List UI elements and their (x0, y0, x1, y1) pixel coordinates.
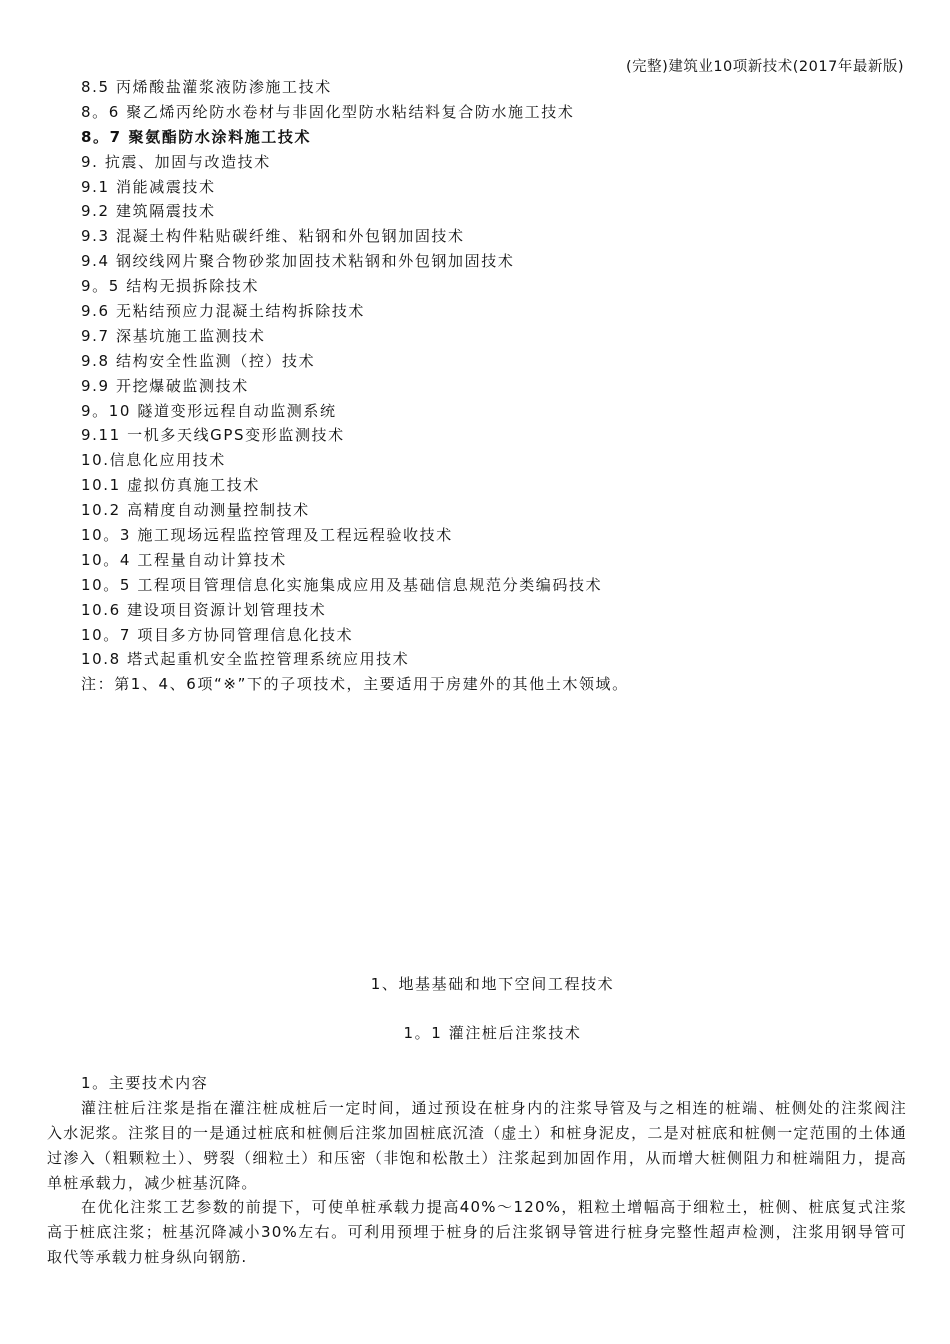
toc-item: 10.1 虚拟仿真施工技术 (81, 476, 260, 495)
toc-item: 8。7 聚氨酯防水涂料施工技术 (81, 127, 312, 146)
toc-item: 9.1 消能减震技术 (81, 177, 216, 196)
toc-item: 10。5 工程项目管理信息化实施集成应用及基础信息规范分类编码技术 (81, 575, 603, 594)
document-header: (完整)建筑业10项新技术(2017年最新版) (626, 59, 904, 75)
toc-item: 9.11 一机多天线GPS变形监测技术 (81, 426, 345, 445)
toc-note: 注：第1、4、6项“※”下的子项技术，主要适用于房建外的其他土木领域。 (81, 675, 629, 694)
toc-item: 9.3 混凝土构件粘贴碳纤维、粘钢和外包钢加固技术 (81, 227, 465, 246)
section-heading: 1、地基基础和地下空间工程技术 (370, 975, 615, 993)
toc-item: 10.2 高精度自动测量控制技术 (81, 501, 310, 520)
toc-item: 8.5 丙烯酸盐灌浆液防渗施工技术 (81, 78, 332, 96)
toc-item: 9. 抗震、加固与改造技术 (81, 152, 271, 171)
body-paragraph: 在优化注浆工艺参数的前提下，可使单桩承载力提高40%～120%，粗粒土增幅高于细粒土，桩侧、桩底复式注浆高于桩底注浆；桩基沉降减小30%左右。可利用预埋于桩身的后注浆钢导管进行桩身完整性超声检测，注浆用钢导管可取代等承载力桩身纵向钢筋. (47, 1198, 907, 1266)
toc-item: 10。3 施工现场远程监控管理及工程远程验收技术 (81, 526, 453, 545)
toc-item: 9.2 建筑隔震技术 (81, 202, 216, 221)
toc-item: 8。6 聚乙烯丙纶防水卷材与非固化型防水粘结料复合防水施工技术 (81, 102, 575, 121)
content-heading: 1。主要技术内容 (81, 1074, 209, 1092)
toc-item: 10.6 建设项目资源计划管理技术 (81, 600, 327, 619)
toc-list (81, 75, 629, 697)
toc-item: 9。5 结构无损拆除技术 (81, 277, 260, 296)
toc-item: 9。10 隧道变形远程自动监测系统 (81, 401, 337, 420)
toc-item: 9.7 深基坑施工监测技术 (81, 326, 266, 345)
body-paragraph: 灌注桩后注浆是指在灌注桩成桩后一定时间，通过预设在桩身内的注浆导管及与之相连的桩端、桩侧处的注浆阀注入水泥浆。注浆目的一是通过桩底和桩侧后注浆加固桩底沉渣（虚土）和桩身泥皮，二是对桩底和桩侧一定范围的土体通过渗入（粗颗粒土）、劈裂（细粒土）和压密（非饱和松散土）注浆起到加固作用，从而增大桩侧阻力和桩端阻力，提高单桩承载力，减少桩基沉降。 (47, 1099, 907, 1192)
toc-item: 10.8 塔式起重机安全监控管理系统应用技术 (81, 650, 410, 669)
subsection-heading: 1。1 灌注桩后注浆技术 (403, 1024, 582, 1042)
toc-item: 9.6 无粘结预应力混凝土结构拆除技术 (81, 302, 366, 321)
toc-item: 9.4 钢绞线网片聚合物砂浆加固技术粘钢和外包钢加固技术 (81, 252, 515, 271)
toc-item: 10.信息化应用技术 (81, 451, 226, 470)
toc-item: 9.9 开挖爆破监测技术 (81, 376, 249, 395)
toc-item: 10。7 项目多方协同管理信息化技术 (81, 625, 354, 644)
toc-item: 9.8 结构安全性监测（控）技术 (81, 351, 316, 370)
toc-item: 10。4 工程量自动计算技术 (81, 550, 287, 569)
